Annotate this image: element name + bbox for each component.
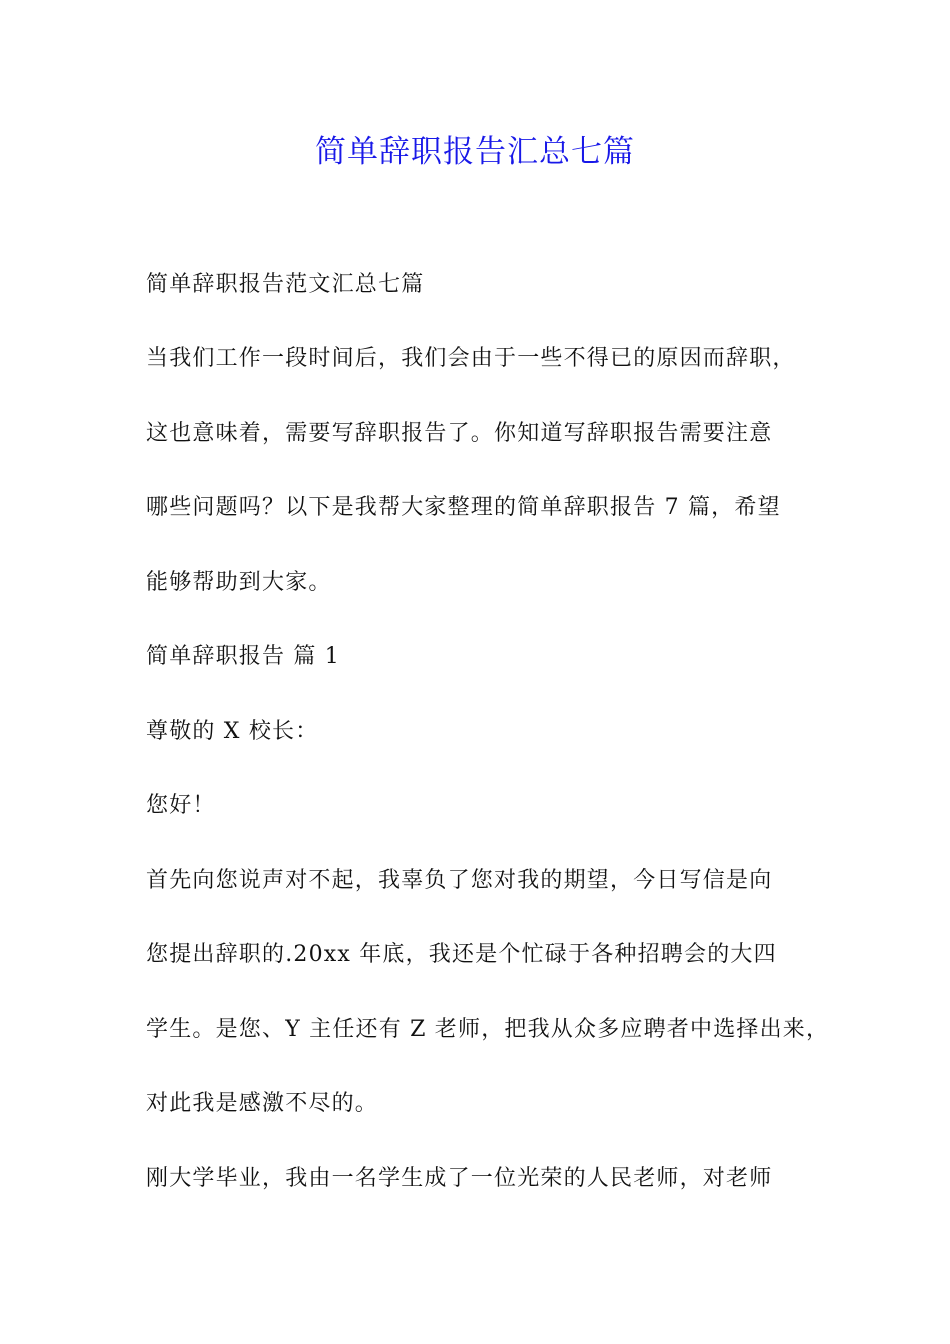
body-line: 您提出辞职的.20xx 年底，我还是个忙碌于各种招聘会的大四 (146, 942, 777, 967)
greeting-line: 您好！ (146, 793, 216, 818)
body-line: 首先向您说声对不起，我辜负了您对我的期望，今日写信是向 (146, 868, 773, 893)
body-line: 这也意味着，需要写辞职报告了。你知道写辞职报告需要注意 (146, 421, 773, 446)
body-line: 哪些问题吗？以下是我帮大家整理的简单辞职报告 7 篇，希望 (146, 495, 781, 520)
document-title: 简单辞职报告汇总七篇 (315, 134, 635, 170)
body-line: 对此我是感激不尽的。 (146, 1091, 379, 1116)
body-line: 当我们工作一段时间后，我们会由于一些不得已的原因而辞职， (146, 346, 796, 371)
subtitle-line: 简单辞职报告范文汇总七篇 (146, 272, 425, 297)
body-line: 能够帮助到大家。 (146, 570, 332, 595)
body-line: 学生。是您、Y 主任还有 Z 老师，把我从众多应聘者中选择出来， (146, 1017, 830, 1042)
body-line: 刚大学毕业，我由一名学生成了一位光荣的人民老师，对老师 (146, 1166, 773, 1191)
salutation-line: 尊敬的 X 校长： (146, 719, 319, 744)
section-heading: 简单辞职报告 篇 1 (146, 644, 340, 669)
